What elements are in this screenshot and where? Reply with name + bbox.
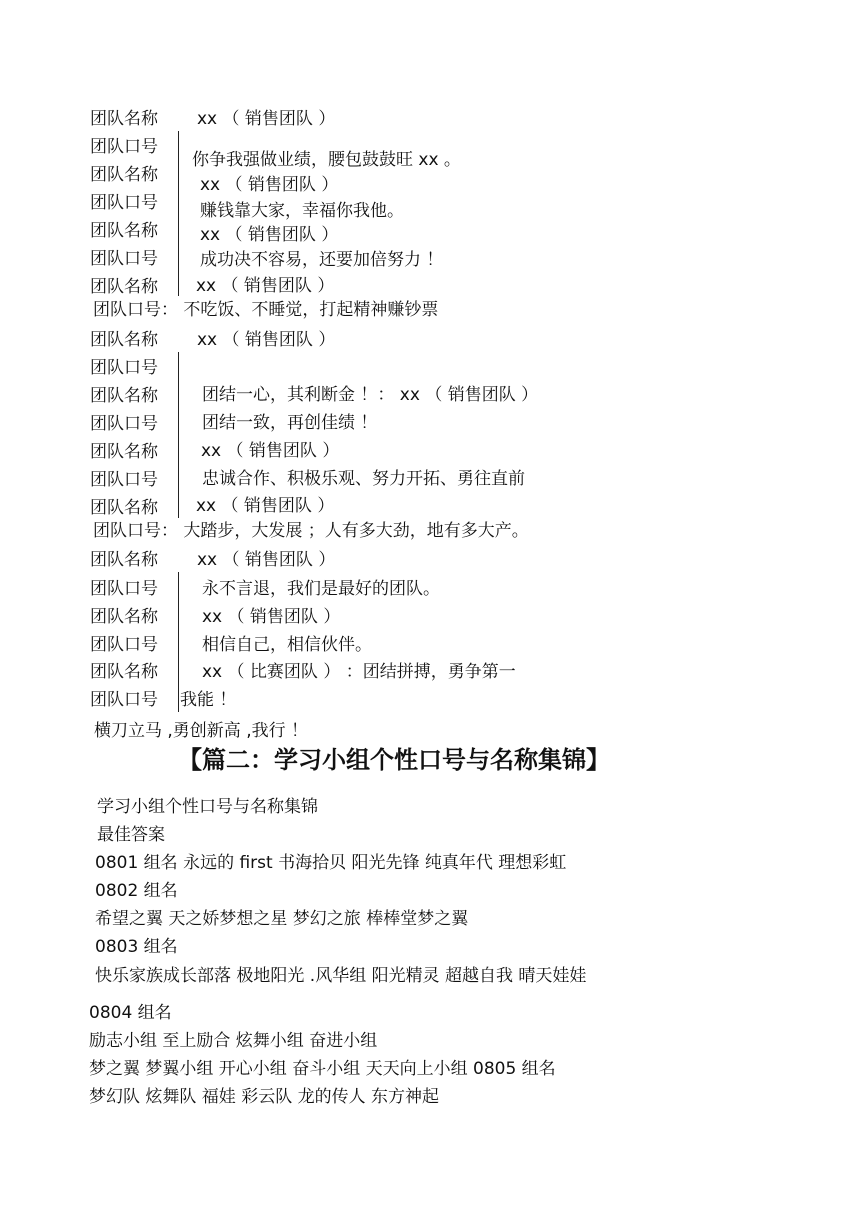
team-name-value: xx （ 销售团队 ） (197, 550, 336, 570)
best-answer-label: 最佳答案 (97, 825, 165, 845)
team-slogan-line: 团队口号： 大踏步，大发展 ；人有多大劲，地有多大产。 (93, 521, 529, 541)
team-name-value: xx （ 销售团队 ） (197, 109, 336, 129)
team-slogan-value: 相信自己，相信伙伴。 (202, 635, 372, 655)
team-name-value: xx （ 销售团队 ） (196, 496, 335, 516)
team-name-label: 团队名称 (90, 165, 158, 185)
group-names-line: 梦幻队 炫舞队 福娃 彩云队 龙的传人 东方神起 (89, 1087, 440, 1107)
team-name-label: 团队名称 (90, 221, 158, 241)
team-slogan-label: 团队口号 (90, 690, 158, 710)
team-name-label: 团队名称 (90, 662, 158, 682)
team-slogan-value: 团结一致，再创佳绩 ！ (202, 413, 378, 433)
team-name-label: 团队名称 (90, 386, 158, 406)
group-names-line: 快乐家族成长部落 极地阳光 .风华组 阳光精灵 超越自我 晴天娃娃 (95, 966, 587, 986)
team-slogan-value: 成功决不容易，还要加倍努力 ！ (200, 250, 444, 270)
closing-slogan: 横刀立马 ,勇创新高 ,我行 ！ (94, 721, 309, 741)
bracket-line (178, 131, 179, 296)
section-subtitle: 学习小组个性口号与名称集锦 (97, 797, 318, 817)
team-name-value: xx （ 销售团队 ） (197, 330, 336, 350)
team-name-value: xx （ 销售团队 ） (200, 225, 339, 245)
team-name-label: 团队名称 (90, 498, 158, 518)
group-label: 0804 组名 (89, 1003, 172, 1023)
team-slogan-label: 团队口号 (90, 358, 158, 378)
group-names-line: 希望之翼 天之娇梦想之星 梦幻之旅 棒棒堂梦之翼 (95, 909, 469, 929)
team-name-label: 团队名称 (90, 607, 158, 627)
team-name-label: 团队名称 (90, 277, 158, 297)
team-name-label: 团队名称 (90, 550, 158, 570)
team-slogan-label: 团队口号 (90, 193, 158, 213)
team-slogan-value: 赚钱靠大家，幸福你我他。 (200, 201, 404, 221)
group-label: 0803 组名 (95, 937, 178, 957)
team-slogan-value: 忠诚合作、积极乐观、努力开拓、勇往直前 (202, 469, 525, 489)
bracket-line (178, 572, 179, 712)
team-slogan-value: 永不言退，我们是最好的团队。 (202, 579, 440, 599)
team-slogan-value: 我能 ！ (180, 690, 237, 710)
team-name-value: xx （ 销售团队 ） (201, 441, 340, 461)
team-name-value: xx （ 销售团队 ） (202, 607, 341, 627)
team-name-value: xx （ 销售团队 ） (200, 175, 339, 195)
team-slogan-label: 团队口号 (90, 579, 158, 599)
section-heading: 【篇二：学习小组个性口号与名称集锦】 (178, 746, 610, 774)
group-label: 0802 组名 (95, 881, 178, 901)
group-names-line: 0801 组名 永远的 first 书海拾贝 阳光先锋 纯真年代 理想彩虹 (95, 853, 567, 873)
team-name-label: 团队名称 (90, 330, 158, 350)
team-name-label: 团队名称 (90, 442, 158, 462)
bracket-line (178, 352, 179, 518)
team-slogan-label: 团队口号 (90, 137, 158, 157)
group-names-line: 梦之翼 梦翼小组 开心小组 奋斗小组 天天向上小组 0805 组名 (89, 1059, 556, 1079)
team-slogan-label: 团队口号 (90, 414, 158, 434)
team-slogan-value: 你争我强做业绩，腰包鼓鼓旺 xx 。 (192, 150, 461, 170)
team-slogan-value: 团结一心，其利断金 ！： xx （ 销售团队 ） (202, 385, 539, 405)
team-name-value: xx （ 比赛团队 ） ：团结拼搏，勇争第一 (202, 662, 516, 682)
team-name-label: 团队名称 (90, 109, 158, 129)
team-slogan-label: 团队口号 (90, 635, 158, 655)
group-names-line: 励志小组 至上励合 炫舞小组 奋进小组 (89, 1031, 378, 1051)
team-slogan-line: 团队口号： 不吃饭、不睡觉，打起精神赚钞票 (93, 300, 439, 320)
team-name-value: xx （ 销售团队 ） (196, 276, 335, 296)
team-slogan-label: 团队口号 (90, 470, 158, 490)
team-slogan-label: 团队口号 (90, 249, 158, 269)
